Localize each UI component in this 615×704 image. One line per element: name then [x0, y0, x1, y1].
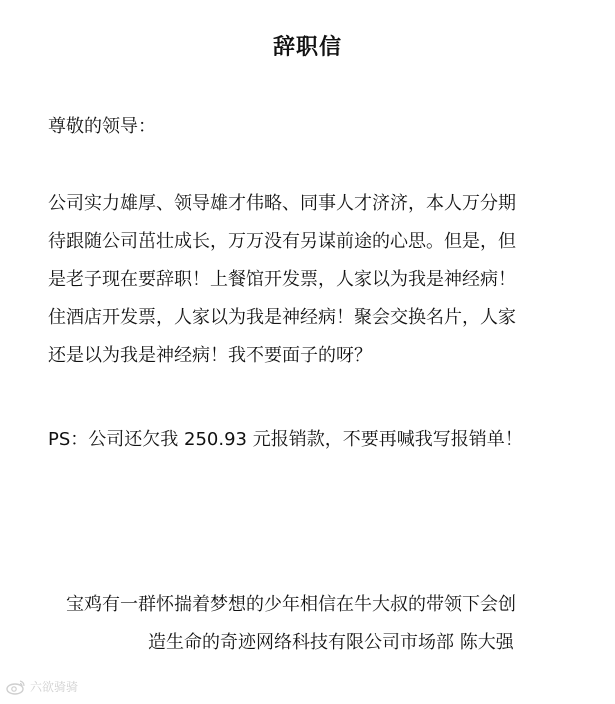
watermark-text: 六欲骑骑: [30, 680, 79, 694]
signature-line: 宝鸡有一群怀揣着梦想的少年相信在牛大叔的带领下会创: [66, 594, 516, 615]
body-line: 待跟随公司茁壮成长，万万没有另谋前途的心思。但是，但: [48, 231, 516, 252]
letter-title: 辞职信: [272, 35, 342, 60]
body-line: 住酒店开发票，人家以为我是神经病！聚会交换名片，人家: [48, 307, 516, 328]
letter-body: [48, 185, 578, 375]
body-line: 是老子现在要辞职！上餐馆开发票，人家以为我是神经病！: [48, 269, 516, 290]
signature-line: 造生命的奇迹网络科技有限公司市场部 陈大强: [148, 632, 514, 653]
signature-block: [66, 586, 576, 662]
body-line: 公司实力雄厚、领导雄才伟略、同事人才济济，本人万分期: [48, 193, 516, 214]
watermark: [6, 678, 78, 695]
postscript: PS：公司还欠我 250.93 元报销款，不要再喊我写报销单！: [48, 429, 523, 450]
salutation: 尊敬的领导：: [48, 116, 156, 137]
weibo-logo-icon: [6, 679, 26, 695]
body-line: 还是以为我是神经病！我不要面子的呀？: [48, 345, 372, 366]
